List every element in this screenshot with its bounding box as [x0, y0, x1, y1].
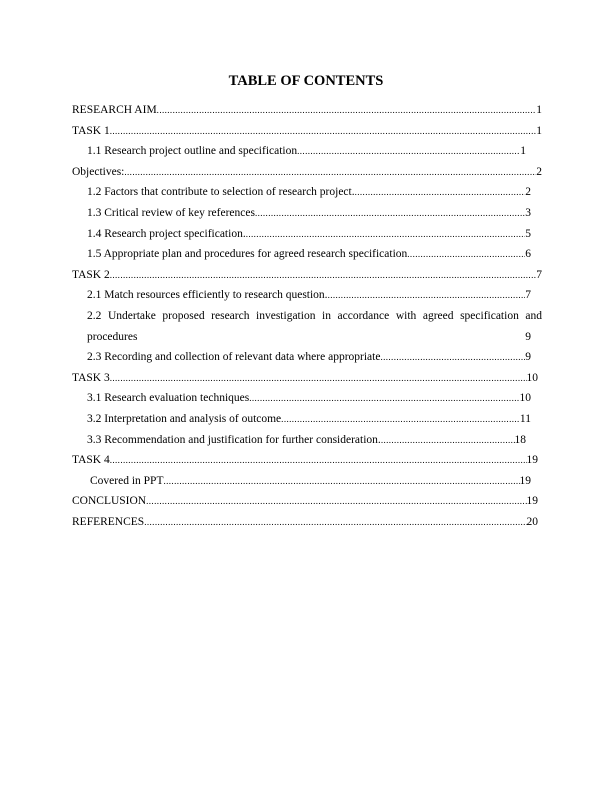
dot-leader: [163, 471, 519, 492]
toc-entry-label: 1.2 Factors that contribute to selection of research project.: [87, 186, 355, 199]
toc-entry-label: 2.2 Undertake proposed research investigation in accordance with agreed specification and: [87, 309, 542, 322]
dot-leader: [246, 224, 526, 245]
toc-entry-page: 19: [526, 495, 538, 508]
toc-entry-1-2[interactable]: [72, 182, 531, 203]
toc-entry-2-2[interactable]: [72, 306, 542, 347]
dot-leader: [355, 182, 526, 203]
toc-entry-label: 3.2 Interpretation and analysis of outcome: [87, 412, 282, 425]
dot-leader: [110, 450, 527, 471]
dot-leader: [144, 512, 526, 533]
toc-entry-label: 3.1 Research evaluation techniques: [87, 392, 250, 405]
toc-entry-2-3[interactable]: [72, 347, 531, 368]
toc-entry-page: 20: [526, 515, 538, 528]
toc-entry-label: 1.1 Research project outline and specification: [87, 145, 298, 158]
dot-leader: [380, 347, 525, 368]
dot-leader: [381, 430, 515, 451]
toc-entry-page: 11: [519, 412, 531, 425]
toc-entry-label: 3.3 Recommendation and justification for further consideration.: [87, 433, 381, 446]
toc-entry-page: 2: [525, 186, 531, 199]
toc-title: TABLE OF CONTENTS: [228, 73, 384, 89]
toc-entry-label: CONCLUSION: [72, 495, 147, 508]
dot-leader: [281, 409, 520, 430]
toc-entry-label: 1.4 Research project specification.: [87, 227, 246, 240]
toc-entry-label: procedures: [87, 330, 138, 343]
toc-entry-label: RESEARCH AIM: [72, 104, 157, 116]
dot-leader: [110, 121, 537, 142]
toc-entry-references[interactable]: [72, 512, 538, 533]
toc-entry-1-4[interactable]: [72, 224, 531, 245]
dot-leader: [124, 162, 536, 183]
toc-entry-1-5[interactable]: [72, 244, 531, 265]
toc-entry-page: 1: [536, 124, 542, 137]
toc-entry-conclusion[interactable]: [72, 491, 538, 512]
toc-entry-research-aim[interactable]: [72, 100, 542, 121]
toc-entry-label: Objectives:: [72, 165, 125, 178]
toc-entry-label-line-2: [87, 327, 531, 348]
toc-entry-label: 2.1 Match resources efficiently to research question.: [87, 289, 328, 302]
toc-entry-1-1[interactable]: [72, 141, 526, 162]
toc-entry-label: Covered in PPT: [90, 474, 164, 487]
dot-leader: [328, 285, 526, 306]
toc-entry-label: REFERENCES: [72, 515, 145, 528]
toc-entry-page: 10: [526, 371, 538, 384]
toc-entry-task-1[interactable]: [72, 121, 542, 142]
toc-entry-page: 1: [536, 104, 542, 116]
toc-entry-covered-in-ppt[interactable]: [72, 471, 531, 492]
toc-entry-1-3[interactable]: [72, 203, 531, 224]
toc-entry-page: 7: [536, 268, 542, 281]
toc-entry-3-2[interactable]: [72, 409, 531, 430]
toc-entry-page: 3: [525, 206, 531, 219]
toc-entry-page: 9: [525, 330, 531, 343]
table-of-contents: [72, 100, 542, 532]
dot-leader: [110, 368, 527, 389]
toc-entry-label: 1.5 Appropriate plan and procedures for agreed research specification: [87, 248, 408, 261]
toc-entry-page: 1: [520, 145, 526, 158]
dot-leader: [297, 141, 520, 162]
toc-entry-3-1[interactable]: [72, 388, 531, 409]
dot-leader: [110, 265, 537, 286]
toc-entry-page: 6: [525, 248, 531, 261]
toc-entry-label: TASK 3: [72, 371, 110, 384]
toc-entry-task-2[interactable]: [72, 265, 542, 286]
toc-entry-page: 2: [536, 165, 542, 178]
toc-entry-label: TASK 4: [72, 454, 110, 467]
toc-entry-task-3[interactable]: [72, 368, 538, 389]
toc-entry-page: 10: [519, 392, 531, 405]
toc-entry-page: 9: [525, 351, 531, 364]
toc-entry-label: 2.3 Recording and collection of relevant data where appropriate: [87, 351, 381, 364]
toc-entry-label: TASK 2: [72, 268, 110, 281]
dot-leader: [249, 388, 519, 409]
toc-entry-page: 5: [525, 227, 531, 240]
toc-entry-task-4[interactable]: [72, 450, 538, 471]
toc-entry-label: TASK 1: [72, 124, 110, 137]
dot-leader: [407, 244, 525, 265]
toc-entry-page: 18: [514, 433, 526, 446]
toc-entry-objectives[interactable]: [72, 162, 542, 183]
toc-entry-3-3[interactable]: [72, 430, 526, 451]
dot-leader: [255, 203, 525, 224]
toc-entry-page: 19: [519, 474, 531, 487]
dot-leader: [157, 100, 537, 121]
toc-entry-page: 19: [526, 454, 538, 467]
toc-entry-2-1[interactable]: [72, 285, 531, 306]
toc-entry-page: 7: [525, 289, 531, 302]
toc-entry-label: 1.3 Critical review of key references: [87, 206, 255, 219]
dot-leader: [146, 491, 526, 512]
toc-entry-label-line-1: [87, 306, 542, 327]
